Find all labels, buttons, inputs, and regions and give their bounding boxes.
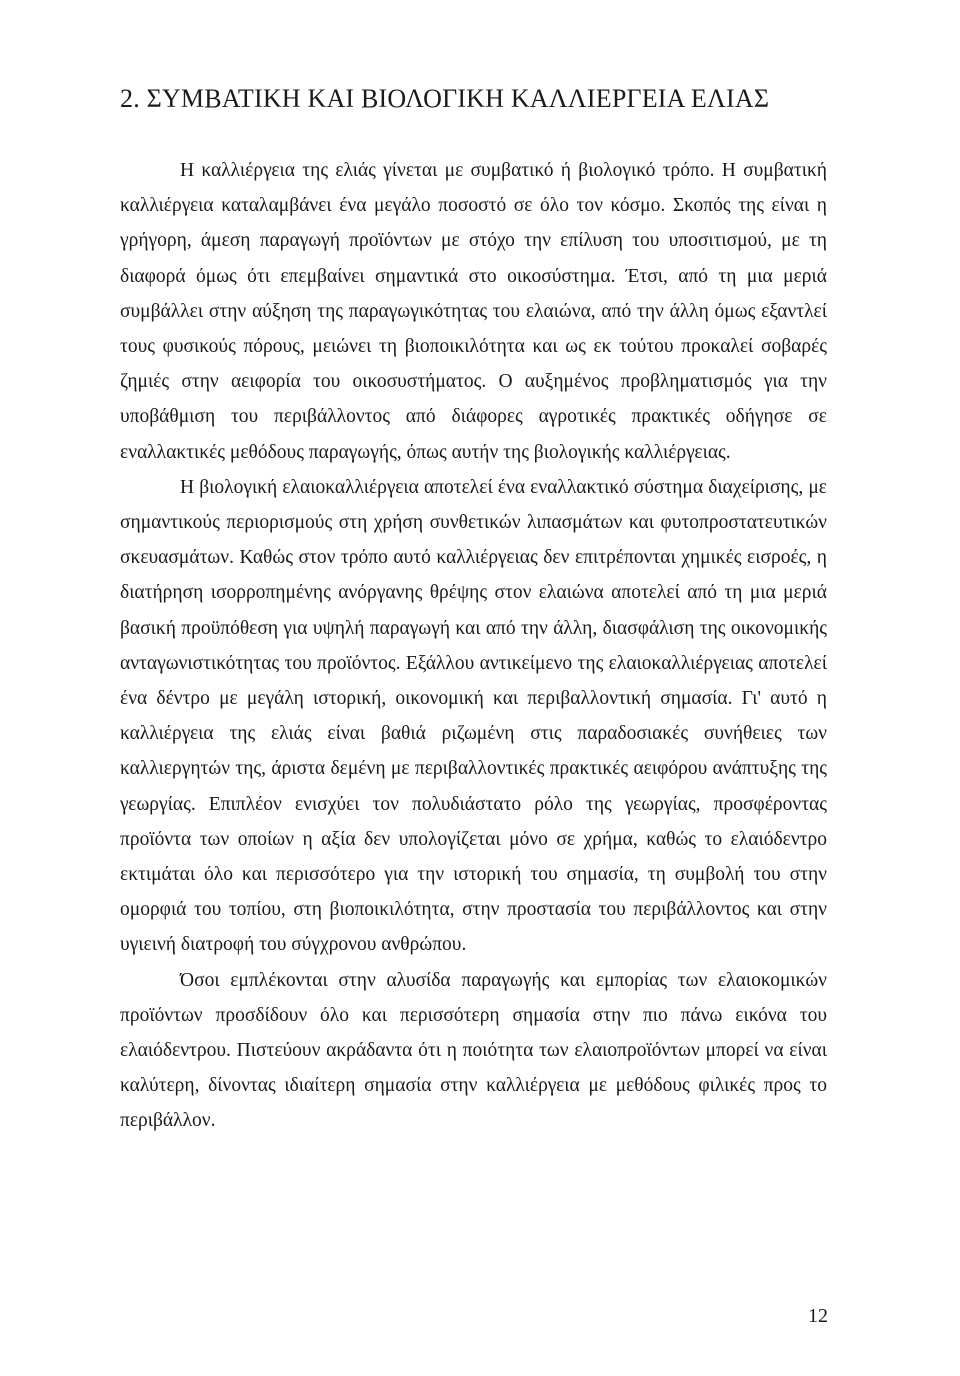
paragraph-organic-olive-cultivation: Η βιολογική ελαιοκαλλιέργεια αποτελεί ένα εναλλακτικό σύστημα διαχείρισης, με σημαντικούς περιορισμούς στη χρήση συνθετικών λιπασμάτων και φυτοπροστατευτικών σκευασμάτων. Καθώς στον τρόπο αυτό καλλιέργειας δεν επιτρέπονται χημικές εισροές, η διατήρηση ισορροπημένης ανόργανης θρέψης στον ελαιώνα αποτελεί από τη μια μεριά βασική προϋπόθεση για υψηλή παραγωγή και από την άλλη, διασφάλιση της οικονομικής ανταγωνιστικότητας του προϊόντος. Εξάλλου αντικείμενο της ελαιοκαλλιέργειας αποτελεί ένα δέντρο με μεγάλη ιστορική, οικονομική και περιβαλλοντική σημασία. Γι' αυτό η καλλιέργεια της ελιάς είναι βαθιά ριζωμένη στις παραδοσιακές συνήθειες των καλλιεργητών της, άριστα δεμένη με περιβαλλοντικές πρακτικές αειφόρου ανάπτυξης της γεωργίας. Επιπλέον ενισχύει τον πολυδιάστατο ρόλο της γεωργίας, προσφέροντας προϊόντα των οποίων η αξία δεν υπολογίζεται μόνο σε χρήμα, καθώς το ελαιόδεντρο εκτιμάται όλο και περισσότερο για την ιστορική του σημασία, τη συμβολή του στην ομορφιά του τοπίου, στη βιοποικιλότητα, στην προστασία του περιβάλλοντος και στην υγιεινή διατροφή του σύγχρονου ανθρώπου. — [120, 476, 827, 956]
body-text — [120, 153, 827, 1139]
paragraph-production-chain: Όσοι εμπλέκονται στην αλυσίδα παραγωγής και εμπορίας των ελαιοκομικών προϊόντων προσδίδουν όλο και περισσότερη σημασία στην πιο πάνω εικόνα του ελαιόδεντρου. Πιστεύουν ακράδαντα ότι η ποιότητα των ελαιοπροϊόντων μπορεί να είναι καλύτερη, δίνοντας ιδιαίτερη σημασία στην καλλιέργεια με μεθόδους φιλικές προς το περιβάλλον. — [120, 969, 827, 1132]
paragraph-conventional-vs-organic: Η καλλιέργεια της ελιάς γίνεται με συμβατικό ή βιολογικό τρόπο. Η συμβατική καλλιέργεια καταλαμβάνει ένα μεγάλο ποσοστό σε όλο τον κόσμο. Σκοπός της είναι η γρήγορη, άμεση παραγωγή προϊόντων με στόχο την επίλυση του υποσιτισμού, με τη διαφορά όμως ότι επεμβαίνει σημαντικά στο οικοσύστημα. Έτσι, από τη μια μεριά συμβάλλει στην αύξηση της παραγωγικότητας του ελαιώνα, από την άλλη όμως εξαντλεί τους φυσικούς πόρους, μειώνει τη βιοποικιλότητα και ως εκ τούτου προκαλεί σοβαρές ζημιές στην αειφορία του οικοσυστήματος. Ο αυξημένος προβληματισμός για την υποβάθμιση του περιβάλλοντος από διάφορες αγροτικές πρακτικές οδήγησε σε εναλλακτικές μεθόδους παραγωγής, όπως αυτήν της βιολογικής καλλιέργειας. — [120, 160, 827, 463]
page-number: 12 — [808, 1305, 828, 1327]
section-heading: 2. ΣΥΜΒΑΤΙΚΗ ΚΑΙ ΒΙΟΛΟΓΙΚΗ ΚΑΛΛΙΕΡΓΕΙΑ ΕΛΙΑΣ — [120, 84, 770, 113]
